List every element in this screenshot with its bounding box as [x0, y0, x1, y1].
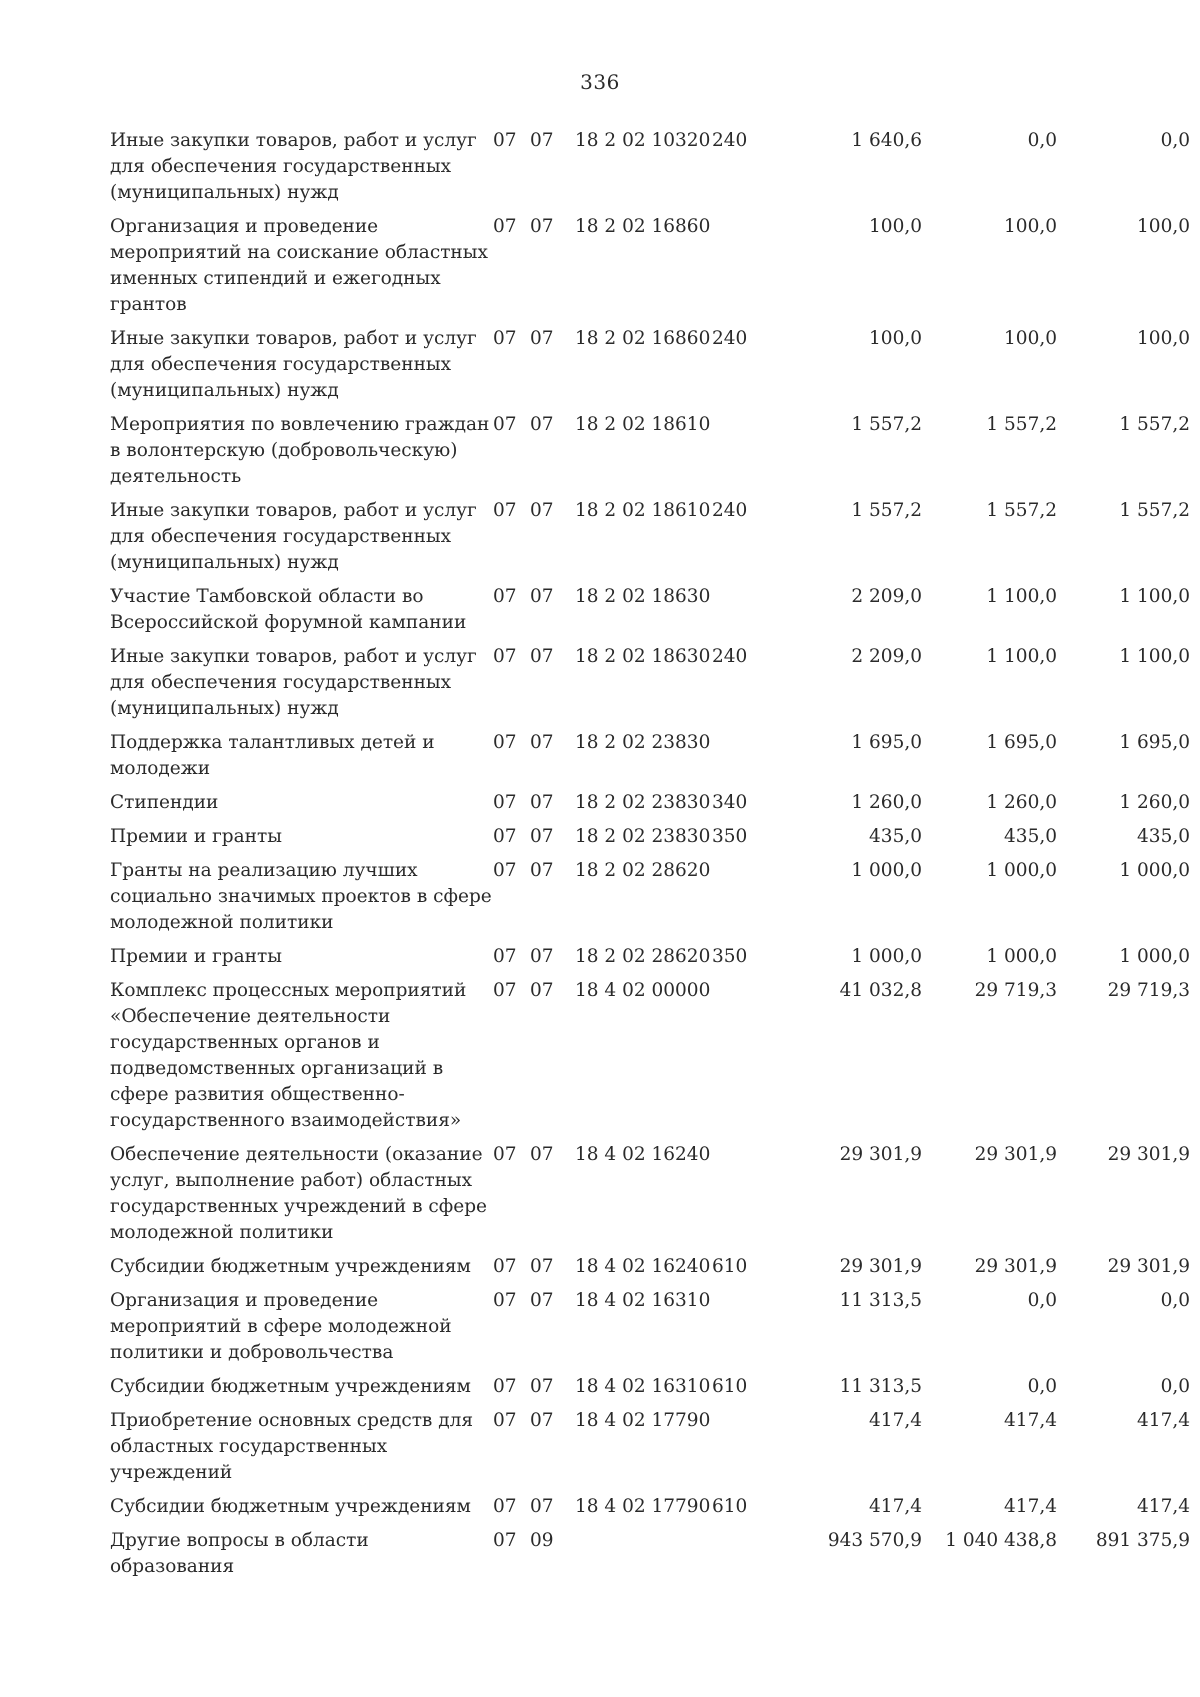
row-name: Обеспечение деятельности (оказание услуг, выполнение работ) областных государственных учреждений в сфере молодежной политики	[110, 1144, 488, 1243]
row-amount-year-3: 435,0	[1137, 826, 1190, 847]
row-subsection: 07	[530, 414, 554, 435]
row-amount-year-1: 11 313,5	[839, 1290, 922, 1311]
table-row	[110, 790, 1190, 824]
row-amount-year-3: 0,0	[1160, 1376, 1190, 1397]
row-subsection: 07	[530, 586, 554, 607]
row-target-article: 18 2 02 16860	[575, 328, 711, 349]
row-section: 07	[493, 1410, 517, 1431]
row-section: 07	[493, 860, 517, 881]
row-amount-year-2: 29 301,9	[974, 1256, 1057, 1277]
table-row	[110, 1374, 1190, 1408]
row-expense-type	[712, 1528, 782, 1588]
row-amount-year-2: 1 100,0	[986, 646, 1057, 667]
row-subsection: 07	[530, 500, 554, 521]
row-amount-year-2: 1 695,0	[986, 732, 1057, 753]
row-subsection: 07	[530, 1144, 554, 1165]
row-target-article: 18 2 02 23830	[575, 732, 711, 753]
row-target-article: 18 2 02 18630	[575, 586, 711, 607]
row-section: 07	[493, 1376, 517, 1397]
row-section: 07	[493, 216, 517, 237]
row-subsection: 07	[530, 1290, 554, 1311]
row-amount-year-2: 0,0	[1027, 130, 1057, 151]
row-section: 07	[493, 414, 517, 435]
row-expense-type	[712, 214, 782, 326]
table-row	[110, 214, 1190, 326]
table-row	[110, 1494, 1190, 1528]
row-name: Стипендии	[110, 792, 219, 813]
table-row	[110, 1288, 1190, 1374]
table-row	[110, 326, 1190, 412]
row-amount-year-2: 435,0	[1004, 826, 1057, 847]
row-target-article: 18 2 02 18630	[575, 646, 711, 667]
row-amount-year-1: 1 695,0	[851, 732, 922, 753]
row-subsection: 07	[530, 646, 554, 667]
row-section: 07	[493, 792, 517, 813]
row-subsection: 07	[530, 328, 554, 349]
row-section: 07	[493, 130, 517, 151]
row-amount-year-1: 435,0	[869, 826, 922, 847]
row-amount-year-2: 1 100,0	[986, 586, 1057, 607]
row-name: Комплекс процессных мероприятий «Обеспечение деятельности государственных органов и подведомственных организаций в сфере развития общественно-государственного взаимодействия»	[110, 980, 467, 1131]
row-target-article: 18 4 02 16310	[575, 1290, 711, 1311]
row-target-article: 18 2 02 16860	[575, 216, 711, 237]
row-section: 07	[493, 946, 517, 967]
row-subsection: 07	[530, 946, 554, 967]
row-subsection: 07	[530, 1410, 554, 1431]
row-amount-year-3: 0,0	[1160, 1290, 1190, 1311]
row-name: Организация и проведение мероприятий на соискание областных именных стипендий и ежегодных грантов	[110, 216, 488, 315]
row-amount-year-3: 1 557,2	[1119, 414, 1190, 435]
row-subsection: 07	[530, 1376, 554, 1397]
row-amount-year-3: 29 301,9	[1107, 1144, 1190, 1165]
row-name: Мероприятия по вовлечению граждан в волонтерскую (добровольческую) деятельность	[110, 414, 490, 487]
row-expense-type	[712, 858, 782, 944]
row-target-article: 18 4 02 17790	[575, 1496, 711, 1517]
row-section: 07	[493, 732, 517, 753]
row-section: 07	[493, 1144, 517, 1165]
row-name: Иные закупки товаров, работ и услуг для обеспечения государственных (муниципальных) нужд	[110, 500, 477, 573]
row-subsection: 07	[530, 980, 554, 1001]
row-amount-year-1: 29 301,9	[839, 1256, 922, 1277]
row-subsection: 07	[530, 792, 554, 813]
row-target-article: 18 2 02 23830	[575, 826, 711, 847]
row-section: 07	[493, 1530, 517, 1551]
row-amount-year-3: 1 000,0	[1119, 946, 1190, 967]
row-amount-year-2: 1 557,2	[986, 414, 1057, 435]
table-row	[110, 584, 1190, 644]
row-target-article	[575, 1528, 712, 1588]
row-amount-year-1: 2 209,0	[851, 586, 922, 607]
row-expense-type	[712, 978, 782, 1142]
table-row	[110, 128, 1190, 214]
row-amount-year-3: 100,0	[1137, 328, 1190, 349]
row-subsection: 07	[530, 732, 554, 753]
row-target-article: 18 4 02 17790	[575, 1410, 711, 1431]
table-row	[110, 1528, 1190, 1588]
row-amount-year-1: 417,4	[869, 1496, 922, 1517]
row-expense-type	[712, 584, 782, 644]
table-row	[110, 858, 1190, 944]
table-row	[110, 1408, 1190, 1494]
row-amount-year-1: 1 000,0	[851, 946, 922, 967]
row-name: Иные закупки товаров, работ и услуг для обеспечения государственных (муниципальных) нужд	[110, 328, 477, 401]
row-name: Поддержка талантливых детей и молодежи	[110, 732, 435, 779]
table-row	[110, 1142, 1190, 1254]
row-subsection: 07	[530, 1256, 554, 1277]
row-name: Иные закупки товаров, работ и услуг для обеспечения государственных (муниципальных) нужд	[110, 130, 477, 203]
row-section: 07	[493, 980, 517, 1001]
row-amount-year-1: 11 313,5	[839, 1376, 922, 1397]
row-amount-year-2: 417,4	[1004, 1496, 1057, 1517]
row-amount-year-3: 100,0	[1137, 216, 1190, 237]
row-section: 07	[493, 1496, 517, 1517]
row-expense-type	[712, 1142, 782, 1254]
row-expense-type: 610	[712, 1496, 748, 1517]
row-target-article: 18 2 02 10320	[575, 130, 711, 151]
row-name: Субсидии бюджетным учреждениям	[110, 1376, 471, 1397]
row-name: Приобретение основных средств для областных государственных учреждений	[110, 1410, 474, 1483]
row-target-article: 18 4 02 16240	[575, 1256, 711, 1277]
row-subsection: 07	[530, 1496, 554, 1517]
row-name: Организация и проведение мероприятий в сфере молодежной политики и добровольчества	[110, 1290, 452, 1363]
row-amount-year-1: 1 260,0	[851, 792, 922, 813]
row-amount-year-1: 943 570,9	[827, 1530, 922, 1551]
row-amount-year-2: 0,0	[1027, 1376, 1057, 1397]
row-amount-year-3: 29 719,3	[1107, 980, 1190, 1001]
row-amount-year-3: 1 100,0	[1119, 646, 1190, 667]
row-amount-year-3: 417,4	[1137, 1410, 1190, 1431]
row-amount-year-3: 417,4	[1137, 1496, 1190, 1517]
row-amount-year-2: 417,4	[1004, 1410, 1057, 1431]
row-subsection: 09	[530, 1530, 554, 1551]
table-row	[110, 978, 1190, 1142]
table-row	[110, 644, 1190, 730]
row-amount-year-2: 1 260,0	[986, 792, 1057, 813]
row-expense-type: 240	[712, 130, 748, 151]
row-amount-year-2: 100,0	[1004, 328, 1057, 349]
row-expense-type: 350	[712, 826, 748, 847]
row-amount-year-3: 1 000,0	[1119, 860, 1190, 881]
row-section: 07	[493, 1290, 517, 1311]
row-subsection: 07	[530, 860, 554, 881]
row-section: 07	[493, 500, 517, 521]
row-amount-year-1: 2 209,0	[851, 646, 922, 667]
row-section: 07	[493, 586, 517, 607]
row-name: Премии и гранты	[110, 946, 282, 967]
row-amount-year-3: 0,0	[1160, 130, 1190, 151]
row-section: 07	[493, 646, 517, 667]
row-amount-year-1: 29 301,9	[839, 1144, 922, 1165]
row-amount-year-1: 1 557,2	[851, 414, 922, 435]
row-subsection: 07	[530, 826, 554, 847]
row-amount-year-1: 1 000,0	[851, 860, 922, 881]
row-amount-year-2: 1 557,2	[986, 500, 1057, 521]
row-expense-type: 240	[712, 646, 748, 667]
row-expense-type: 240	[712, 500, 748, 521]
row-target-article: 18 4 02 16240	[575, 1144, 711, 1165]
table-row	[110, 730, 1190, 790]
row-name: Субсидии бюджетным учреждениям	[110, 1256, 471, 1277]
table-row	[110, 1254, 1190, 1288]
row-name: Другие вопросы в области образования	[110, 1530, 369, 1577]
row-amount-year-3: 1 695,0	[1119, 732, 1190, 753]
row-amount-year-1: 100,0	[869, 216, 922, 237]
row-amount-year-3: 29 301,9	[1107, 1256, 1190, 1277]
row-amount-year-2: 29 719,3	[974, 980, 1057, 1001]
table-row	[110, 944, 1190, 978]
row-name: Субсидии бюджетным учреждениям	[110, 1496, 471, 1517]
row-expense-type: 350	[712, 946, 748, 967]
row-amount-year-1: 1 640,6	[851, 130, 922, 151]
row-target-article: 18 2 02 28620	[575, 860, 711, 881]
row-subsection: 07	[530, 216, 554, 237]
table-row	[110, 498, 1190, 584]
row-target-article: 18 4 02 00000	[575, 980, 711, 1001]
row-amount-year-2: 0,0	[1027, 1290, 1057, 1311]
row-name: Участие Тамбовской области во Всероссийской форумной кампании	[110, 586, 467, 633]
row-amount-year-3: 891 375,9	[1095, 1530, 1190, 1551]
row-amount-year-3: 1 100,0	[1119, 586, 1190, 607]
row-name: Иные закупки товаров, работ и услуг для обеспечения государственных (муниципальных) нужд	[110, 646, 477, 719]
table-row	[110, 412, 1190, 498]
row-expense-type: 610	[712, 1256, 748, 1277]
row-expense-type	[712, 1408, 782, 1494]
row-expense-type	[712, 1288, 782, 1374]
row-amount-year-1: 41 032,8	[839, 980, 922, 1001]
row-section: 07	[493, 328, 517, 349]
row-target-article: 18 2 02 18610	[575, 414, 711, 435]
row-section: 07	[493, 826, 517, 847]
row-amount-year-2: 29 301,9	[974, 1144, 1057, 1165]
row-subsection: 07	[530, 130, 554, 151]
row-name: Премии и гранты	[110, 826, 282, 847]
row-expense-type	[712, 412, 782, 498]
row-amount-year-2: 1 040 438,8	[945, 1530, 1057, 1551]
row-amount-year-1: 1 557,2	[851, 500, 922, 521]
row-target-article: 18 4 02 16310	[575, 1376, 711, 1397]
row-target-article: 18 2 02 28620	[575, 946, 711, 967]
budget-table	[110, 128, 1190, 1588]
row-amount-year-2: 1 000,0	[986, 860, 1057, 881]
row-amount-year-3: 1 260,0	[1119, 792, 1190, 813]
row-target-article: 18 2 02 23830	[575, 792, 711, 813]
row-amount-year-3: 1 557,2	[1119, 500, 1190, 521]
row-amount-year-2: 100,0	[1004, 216, 1057, 237]
row-amount-year-1: 417,4	[869, 1410, 922, 1431]
row-name: Гранты на реализацию лучших социально значимых проектов в сфере молодежной политики	[110, 860, 492, 933]
table-row	[110, 824, 1190, 858]
row-amount-year-2: 1 000,0	[986, 946, 1057, 967]
row-target-article: 18 2 02 18610	[575, 500, 711, 521]
page-number: 336	[580, 70, 620, 94]
row-section: 07	[493, 1256, 517, 1277]
row-expense-type: 240	[712, 328, 748, 349]
budget-table-body	[110, 128, 1190, 1588]
row-expense-type: 610	[712, 1376, 748, 1397]
row-expense-type: 340	[712, 792, 748, 813]
row-expense-type	[712, 730, 782, 790]
row-amount-year-1: 100,0	[869, 328, 922, 349]
